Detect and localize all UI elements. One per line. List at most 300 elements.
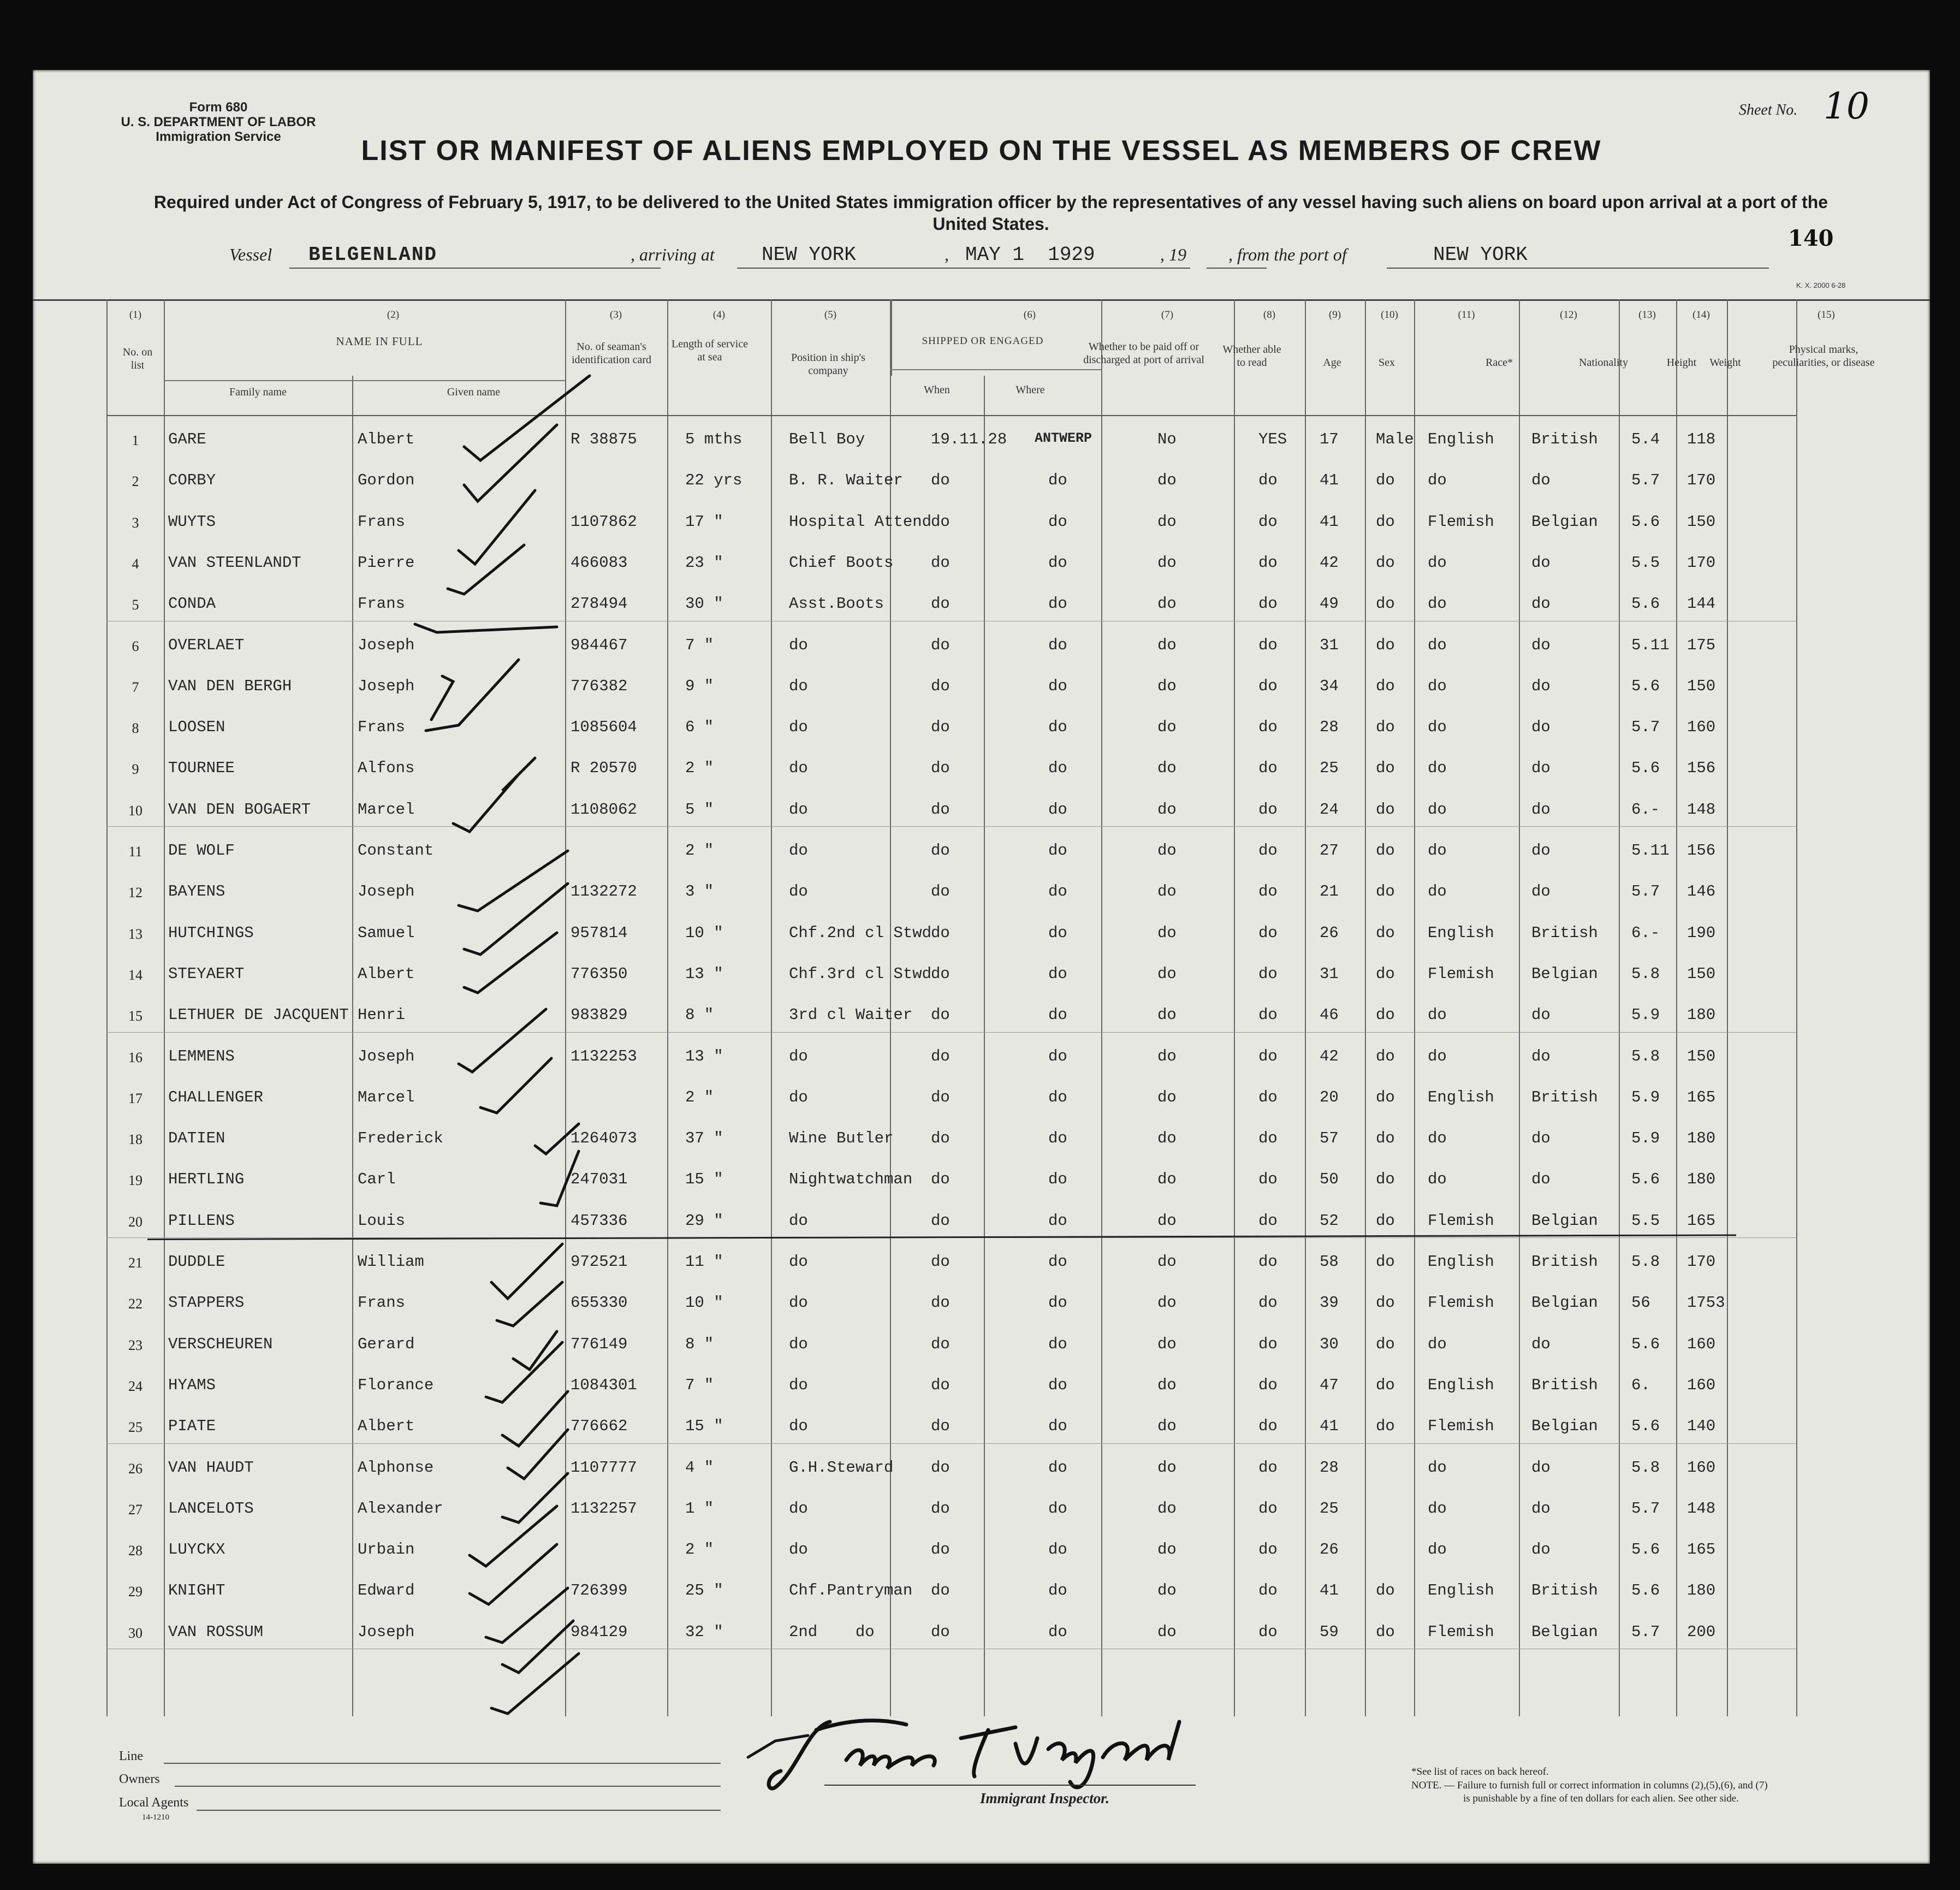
shipped-when-cell: do [931, 1088, 950, 1106]
position-cell: do [789, 1088, 808, 1106]
column-number: (13) [1638, 309, 1656, 321]
family-name-cell: WUYTS [168, 513, 216, 531]
given-name-cell: Marcel [358, 801, 415, 819]
paid-off-cell: do [1157, 1006, 1177, 1024]
card-number-cell: 726399 [571, 1581, 628, 1599]
grid-column-line [1101, 299, 1102, 1716]
position-cell: do [789, 677, 808, 695]
sex-cell: do [1376, 882, 1395, 900]
shipped-where-cell: do [1048, 1212, 1067, 1230]
year-label: , 19 [1160, 245, 1186, 264]
height-cell: 5.5 [1631, 1212, 1660, 1230]
header-nationality: Nationality [1579, 357, 1628, 369]
sex-cell: do [1376, 513, 1395, 531]
shipped-when-cell: do [931, 1294, 950, 1312]
service-length-cell: 8 " [685, 1006, 714, 1024]
paid-off-cell: do [1157, 718, 1177, 736]
age-cell: 25 [1320, 1500, 1339, 1518]
race-cell: do [1428, 1006, 1447, 1024]
race-cell: English [1428, 1376, 1494, 1394]
height-cell: 5.9 [1631, 1129, 1660, 1147]
paid-off-cell: do [1157, 1623, 1177, 1641]
sex-cell: do [1376, 1047, 1395, 1065]
document-title: LIST OR MANIFEST OF ALIENS EMPLOYED ON THE VESSEL AS MEMBERS OF CREW [361, 135, 1602, 167]
age-cell: 20 [1320, 1088, 1339, 1106]
weight-cell: 148 [1687, 801, 1716, 819]
position-cell: do [789, 1376, 808, 1394]
paid-off-cell: do [1157, 1459, 1177, 1477]
family-name-cell: PILLENS [168, 1212, 235, 1230]
card-number-cell: R 20570 [571, 759, 637, 777]
position-cell: Chf.3rd cl Stwd [789, 965, 932, 983]
age-cell: 41 [1320, 1417, 1339, 1435]
given-name-cell: Marcel [358, 1088, 415, 1106]
sex-cell: do [1376, 1212, 1395, 1230]
row-number: 11 [128, 844, 142, 860]
race-cell: Flemish [1428, 1623, 1494, 1641]
card-number-cell: 776149 [571, 1335, 628, 1353]
weight-cell: 1753 [1687, 1294, 1725, 1312]
nationality-cell: British [1531, 1253, 1598, 1271]
paid-off-cell: do [1157, 677, 1177, 695]
family-name-cell: OVERLAET [168, 636, 245, 654]
service-name: Immigration Service [156, 129, 281, 144]
family-name-cell: VAN STEENLANDT [168, 554, 301, 572]
shipped-when-cell: do [931, 924, 950, 942]
weight-cell: 170 [1687, 554, 1716, 572]
race-cell: do [1428, 801, 1447, 819]
height-cell: 5.8 [1631, 965, 1660, 983]
paid-off-cell: do [1157, 1212, 1177, 1230]
sex-cell: do [1376, 1335, 1395, 1353]
header-age: Age [1323, 357, 1341, 369]
card-number-cell: 1264073 [571, 1129, 637, 1147]
service-length-cell: 5 mths [685, 430, 743, 448]
weight-cell: 140 [1687, 1417, 1716, 1435]
paid-off-cell: do [1157, 1335, 1177, 1353]
able-to-read-cell: do [1258, 1294, 1278, 1312]
family-name-cell: LEMMENS [168, 1047, 235, 1065]
sex-cell: do [1376, 1376, 1395, 1394]
card-number-cell: 655330 [571, 1294, 628, 1312]
able-to-read-cell: do [1258, 1212, 1278, 1230]
weight-cell: 180 [1687, 1581, 1716, 1599]
given-name-cell: Alfons [358, 759, 415, 777]
height-cell: 5.8 [1631, 1253, 1660, 1271]
given-name-cell: Joseph [358, 677, 415, 695]
shipped-where-cell: do [1048, 924, 1067, 942]
given-name-cell: William [358, 1253, 424, 1271]
shipped-where-cell: do [1048, 1581, 1067, 1599]
position-cell: Nightwatchman [789, 1170, 913, 1188]
given-name-cell: Joseph [358, 1623, 415, 1641]
nationality-cell: do [1531, 1335, 1551, 1353]
inspector-title: Immigrant Inspector. [980, 1790, 1110, 1806]
footer-agents-underline [197, 1810, 721, 1811]
sex-cell: do [1376, 1006, 1395, 1024]
shipped-where-cell: do [1048, 718, 1067, 736]
age-cell: 28 [1320, 718, 1339, 736]
sex-cell: do [1376, 595, 1395, 613]
able-to-read-cell: do [1258, 554, 1278, 572]
grid-column-line [984, 376, 985, 1716]
document-subtitle: Required under Act of Congress of February 5, 1917, to be delivered to the United States immigration officer by the representatives of any vessel having such aliens on board upon arrival at a port of the United States. [153, 192, 1828, 234]
able-to-read-cell: do [1258, 882, 1278, 900]
shipped-where-cell: do [1048, 1170, 1067, 1188]
position-cell: do [789, 1335, 808, 1353]
weight-cell: 165 [1687, 1212, 1716, 1230]
weight-cell: 160 [1687, 1459, 1716, 1477]
header-given-name: Given name [447, 386, 501, 398]
nationality-cell: do [1531, 1170, 1551, 1188]
column-number: (14) [1692, 309, 1710, 321]
row-number: 25 [128, 1419, 142, 1435]
height-cell: 5.6 [1631, 513, 1660, 531]
footer-owners-underline [175, 1786, 721, 1787]
family-name-cell: LANCELOTS [168, 1500, 254, 1518]
nationality-cell: do [1531, 471, 1551, 489]
weight-cell: 156 [1687, 842, 1716, 860]
paid-off-cell: No [1157, 430, 1177, 448]
position-cell: B. R. Waiter [789, 471, 903, 489]
able-to-read-cell: do [1258, 1253, 1278, 1271]
given-name-cell: Edward [358, 1581, 415, 1599]
header-weight: Weight [1709, 357, 1741, 369]
grid-row-line [106, 826, 1796, 827]
nationality-cell: do [1531, 1047, 1551, 1065]
race-cell: English [1428, 430, 1494, 448]
able-to-read-cell: do [1258, 842, 1278, 860]
shipped-where-cell: do [1048, 759, 1067, 777]
race-cell: do [1428, 1335, 1447, 1353]
race-cell: Flemish [1428, 1212, 1494, 1230]
service-length-cell: 15 " [685, 1417, 723, 1435]
sex-cell: do [1376, 759, 1395, 777]
races-note: *See list of races on back hereof. [1411, 1766, 1549, 1778]
grid-column-line [1619, 299, 1620, 1716]
date-comma: , [945, 245, 949, 264]
column-number: (12) [1560, 309, 1577, 321]
shipped-where-cell: do [1048, 1335, 1067, 1353]
column-number: (15) [1818, 309, 1835, 321]
family-name-cell: VAN DEN BOGAERT [168, 801, 311, 819]
weight-cell: 165 [1687, 1088, 1716, 1106]
height-cell: 5.11 [1631, 636, 1670, 654]
able-to-read-cell: do [1258, 965, 1278, 983]
footer-owners-label: Owners [119, 1772, 160, 1786]
grid-row-line [106, 1443, 1796, 1444]
sex-cell: do [1376, 1088, 1395, 1106]
service-length-cell: 13 " [685, 1047, 723, 1065]
height-cell: 6.- [1631, 924, 1660, 942]
given-name-cell: Frans [358, 718, 406, 736]
race-cell: do [1428, 1047, 1447, 1065]
race-cell: Flemish [1428, 513, 1494, 531]
sex-cell: do [1376, 1294, 1395, 1312]
given-name-cell: Constant [358, 842, 434, 860]
height-cell: 5.6 [1631, 1581, 1660, 1599]
card-number-cell: 457336 [571, 1212, 628, 1230]
weight-cell: 175 [1687, 636, 1716, 654]
service-length-cell: 30 " [685, 595, 723, 613]
card-number-cell: R 38875 [571, 430, 637, 448]
grid-subheader-line [164, 380, 565, 381]
column-number: (3) [609, 309, 622, 321]
family-name-cell: TOURNEE [168, 759, 235, 777]
height-cell: 5.8 [1631, 1459, 1660, 1477]
able-to-read-cell: do [1258, 1088, 1278, 1106]
age-cell: 41 [1320, 513, 1339, 531]
given-name-cell: Albert [358, 430, 415, 448]
header-shipped-engaged: SHIPPED OR ENGAGED [922, 335, 1044, 347]
race-cell: do [1428, 636, 1447, 654]
shipped-when-cell: do [931, 1047, 950, 1065]
race-cell: do [1428, 759, 1447, 777]
age-cell: 41 [1320, 471, 1339, 489]
nationality-cell: do [1531, 759, 1551, 777]
print-code: K. X. 2000 6-28 [1796, 281, 1846, 289]
header-family-name: Family name [229, 386, 287, 398]
row-number: 24 [128, 1378, 142, 1394]
paid-off-cell: do [1157, 1294, 1177, 1312]
weight-cell: 190 [1687, 924, 1716, 942]
weight-cell: 170 [1687, 1253, 1716, 1271]
position-cell: do [789, 759, 808, 777]
shipped-when-cell: do [931, 1459, 950, 1477]
sex-cell: do [1376, 965, 1395, 983]
shipped-when-cell: do [931, 677, 950, 695]
height-cell: 56 [1631, 1294, 1650, 1312]
shipped-when-cell: do [931, 1335, 950, 1353]
sex-cell: do [1376, 718, 1395, 736]
nationality-cell: Belgian [1531, 1294, 1598, 1312]
position-cell: Chf.2nd cl Stwd [789, 924, 932, 942]
height-cell: 5.9 [1631, 1006, 1660, 1024]
age-cell: 42 [1320, 1047, 1339, 1065]
column-number: (1) [129, 309, 142, 321]
height-cell: 5.7 [1631, 1500, 1660, 1518]
paid-off-cell: do [1157, 882, 1177, 900]
height-cell: 5.8 [1631, 1047, 1660, 1065]
shipped-where-cell: do [1048, 965, 1067, 983]
weight-cell: 180 [1687, 1006, 1716, 1024]
shipped-when-cell: do [931, 1500, 950, 1518]
able-to-read-cell: do [1258, 1376, 1278, 1394]
paid-off-cell: do [1157, 1376, 1177, 1394]
age-cell: 42 [1320, 554, 1339, 572]
position-cell: G.H.Steward [789, 1459, 894, 1477]
able-to-read-cell: YES [1258, 430, 1287, 448]
family-name-cell: DATIEN [168, 1129, 225, 1147]
able-to-read-cell: do [1258, 1623, 1278, 1641]
sheet-number-label: Sheet No. [1739, 102, 1798, 119]
position-cell: do [789, 1500, 808, 1518]
card-number-cell: 278494 [571, 595, 628, 613]
paid-off-cell: do [1157, 1047, 1177, 1065]
card-number-cell: 1132257 [571, 1500, 637, 1518]
service-length-cell: 7 " [685, 636, 714, 654]
paid-off-cell: do [1157, 1541, 1177, 1559]
service-length-cell: 6 " [685, 718, 714, 736]
row-number: 7 [132, 679, 139, 695]
sex-cell: do [1376, 677, 1395, 695]
sheet-number: 10 [1824, 85, 1869, 127]
shipped-when-cell: do [931, 471, 950, 489]
service-length-cell: 2 " [685, 1088, 714, 1106]
age-cell: 52 [1320, 1212, 1339, 1230]
position-cell: do [789, 1417, 808, 1435]
shipped-where-cell: do [1048, 1417, 1067, 1435]
able-to-read-cell: do [1258, 759, 1278, 777]
shipped-where-cell: do [1048, 513, 1067, 531]
able-to-read-cell: do [1258, 1417, 1278, 1435]
row-number: 15 [128, 1008, 142, 1024]
sex-cell: do [1376, 554, 1395, 572]
shipped-where-cell: do [1048, 677, 1067, 695]
header-race: Race* [1486, 357, 1513, 369]
family-name-cell: HYAMS [168, 1376, 216, 1394]
shipped-when-cell: do [931, 801, 950, 819]
age-cell: 57 [1320, 1129, 1339, 1147]
paid-off-cell: do [1157, 1170, 1177, 1188]
paid-off-cell: do [1157, 842, 1177, 860]
card-number-cell: 247031 [571, 1170, 628, 1188]
department-name: U. S. DEPARTMENT OF LABOR [121, 115, 316, 129]
header-position: Position in ship's company [791, 352, 865, 377]
height-cell: 5.6 [1631, 677, 1660, 695]
header-able-to-read: Whether able to read [1222, 343, 1281, 369]
row-number: 6 [132, 638, 139, 654]
grid-column-line [1234, 299, 1235, 1716]
weight-cell: 148 [1687, 1500, 1716, 1518]
header-name-in-full: NAME IN FULL [336, 335, 423, 348]
nationality-cell: British [1531, 1088, 1598, 1106]
nationality-cell: British [1531, 1376, 1598, 1394]
position-cell: do [789, 882, 808, 900]
vessel-label: Vessel [229, 245, 272, 264]
paid-off-cell: do [1157, 965, 1177, 983]
service-length-cell: 22 yrs [685, 471, 743, 489]
given-name-cell: Joseph [358, 1047, 415, 1065]
given-name-cell: Carl [358, 1170, 396, 1188]
weight-cell: 150 [1687, 965, 1716, 983]
header-no-on-list: No. on list [122, 346, 153, 371]
age-cell: 46 [1320, 1006, 1339, 1024]
race-cell: English [1428, 1581, 1494, 1599]
given-name-cell: Urbain [358, 1541, 415, 1559]
paid-off-cell: do [1157, 1500, 1177, 1518]
shipped-when-cell: do [931, 1376, 950, 1394]
service-length-cell: 15 " [685, 1170, 723, 1188]
shipped-where-cell: do [1048, 1541, 1067, 1559]
shipped-when-cell: do [931, 1170, 950, 1188]
position-cell: do [789, 801, 808, 819]
row-number: 28 [128, 1543, 142, 1559]
row-number: 22 [128, 1296, 142, 1312]
able-to-read-cell: do [1258, 1006, 1278, 1024]
family-name-cell: LUYCKX [168, 1541, 225, 1559]
column-number: (4) [712, 309, 726, 321]
nationality-cell: do [1531, 1541, 1551, 1559]
position-cell: Chf.Pantryman [789, 1581, 913, 1599]
race-cell: do [1428, 554, 1447, 572]
shipped-where-cell: do [1048, 1253, 1067, 1271]
nationality-cell: British [1531, 1581, 1598, 1599]
able-to-read-cell: do [1258, 595, 1278, 613]
shipped-when-cell: do [931, 882, 950, 900]
age-cell: 49 [1320, 595, 1339, 613]
paid-off-cell: do [1157, 924, 1177, 942]
sex-cell: do [1376, 1170, 1395, 1188]
service-length-cell: 32 " [685, 1623, 723, 1641]
weight-cell: 118 [1687, 430, 1716, 448]
service-length-cell: 2 " [685, 842, 714, 860]
grid-column-line [771, 299, 772, 1716]
paid-off-cell: do [1157, 1417, 1177, 1435]
family-name-cell: GARE [168, 430, 206, 448]
nationality-cell: do [1531, 595, 1551, 613]
card-number-cell: 1132272 [571, 882, 637, 900]
card-number-cell: 1107862 [571, 513, 637, 531]
row-number: 4 [132, 556, 139, 572]
nationality-cell: do [1531, 1129, 1551, 1147]
able-to-read-cell: do [1258, 513, 1278, 531]
age-cell: 34 [1320, 677, 1339, 695]
service-length-cell: 7 " [685, 1376, 714, 1394]
service-length-cell: 37 " [685, 1129, 723, 1147]
paid-off-cell: do [1157, 801, 1177, 819]
grid-column-line [1676, 299, 1677, 1716]
shipped-when-cell: do [931, 965, 950, 983]
position-cell: Wine Butler [789, 1129, 894, 1147]
shipped-where-cell: do [1048, 1006, 1067, 1024]
race-cell: Flemish [1428, 1294, 1494, 1312]
column-number: (6) [1023, 309, 1036, 321]
sex-cell: do [1376, 1417, 1395, 1435]
grid-column-line [1414, 299, 1415, 1716]
age-cell: 26 [1320, 1541, 1339, 1559]
row-number: 9 [132, 761, 139, 777]
race-cell: do [1428, 718, 1447, 736]
nationality-cell: do [1531, 1459, 1551, 1477]
card-number-cell: 984129 [571, 1623, 628, 1641]
card-number-cell: 984467 [571, 636, 628, 654]
signature-underline [824, 1785, 1196, 1786]
row-number: 5 [132, 597, 139, 613]
shipped-where-cell: do [1048, 801, 1067, 819]
column-number: (7) [1161, 309, 1174, 321]
paid-off-cell: do [1157, 1253, 1177, 1271]
service-length-cell: 10 " [685, 1294, 723, 1312]
row-number: 3 [132, 515, 139, 531]
row-number: 23 [128, 1337, 142, 1353]
row-number: 29 [128, 1584, 142, 1599]
able-to-read-cell: do [1258, 677, 1278, 695]
column-number: (5) [824, 309, 837, 321]
shipped-where-cell: do [1048, 1459, 1067, 1477]
height-cell: 5.4 [1631, 430, 1660, 448]
grid-header-bottom [106, 415, 1796, 416]
row-number: 26 [128, 1461, 142, 1477]
column-number: (8) [1263, 309, 1276, 321]
shipped-when-cell: do [931, 718, 950, 736]
sex-cell: do [1376, 1581, 1395, 1599]
weight-cell: 146 [1687, 882, 1716, 900]
position-cell: do [789, 718, 808, 736]
sex-cell: do [1376, 1129, 1395, 1147]
row-number: 21 [128, 1255, 142, 1271]
column-number: (2) [387, 309, 400, 321]
